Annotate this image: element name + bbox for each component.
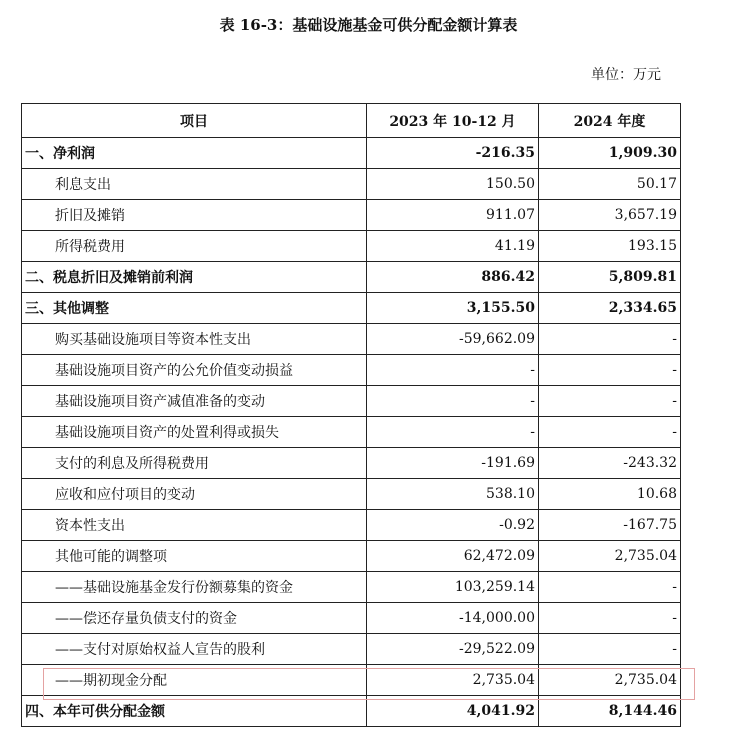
row-value-2024: 8,144.46	[539, 696, 681, 727]
distribution-calc-table	[21, 103, 681, 727]
table-row	[22, 293, 681, 324]
row-value-2024: 5,809.81	[539, 262, 681, 293]
row-label: ——支付对原始权益人宣告的股利	[22, 634, 367, 665]
table-header-row	[22, 104, 681, 138]
row-value-2024: -	[539, 324, 681, 355]
row-value-2024: -	[539, 572, 681, 603]
row-value-2024: 2,334.65	[539, 293, 681, 324]
table-row	[22, 417, 681, 448]
row-value-2023: 41.19	[367, 231, 539, 262]
row-value-2023: 911.07	[367, 200, 539, 231]
row-value-2024: 1,909.30	[539, 138, 681, 169]
table-row	[22, 665, 681, 696]
row-value-2024: 50.17	[539, 169, 681, 200]
row-value-2023: 886.42	[367, 262, 539, 293]
row-value-2024: -167.75	[539, 510, 681, 541]
row-value-2023: 3,155.50	[367, 293, 539, 324]
table-row	[22, 603, 681, 634]
row-value-2023: 62,472.09	[367, 541, 539, 572]
row-label: ——偿还存量负债支付的资金	[22, 603, 367, 634]
row-value-2023: 2,735.04	[367, 665, 539, 696]
row-label: 购买基础设施项目等资本性支出	[22, 324, 367, 355]
row-value-2024: -	[539, 355, 681, 386]
row-value-2024: -	[539, 603, 681, 634]
row-value-2023: -59,662.09	[367, 324, 539, 355]
row-label: 利息支出	[22, 169, 367, 200]
row-label: 其他可能的调整项	[22, 541, 367, 572]
row-value-2023: 4,041.92	[367, 696, 539, 727]
row-label: 三、其他调整	[22, 293, 367, 324]
row-label: ——期初现金分配	[22, 665, 367, 696]
row-label: 二、税息折旧及摊销前利润	[22, 262, 367, 293]
row-label: 基础设施项目资产减值准备的变动	[22, 386, 367, 417]
row-label: ——基础设施基金发行份额募集的资金	[22, 572, 367, 603]
row-value-2024: -243.32	[539, 448, 681, 479]
row-value-2023: -191.69	[367, 448, 539, 479]
table-row	[22, 200, 681, 231]
row-label: 基础设施项目资产的公允价值变动损益	[22, 355, 367, 386]
row-value-2023: 150.50	[367, 169, 539, 200]
table-row	[22, 510, 681, 541]
row-value-2024: 2,735.04	[539, 665, 681, 696]
table-row	[22, 138, 681, 169]
row-label: 四、本年可供分配金额	[22, 696, 367, 727]
row-value-2023: -	[367, 355, 539, 386]
row-label: 支付的利息及所得税费用	[22, 448, 367, 479]
table-row	[22, 262, 681, 293]
row-value-2024: -	[539, 417, 681, 448]
row-value-2023: -0.92	[367, 510, 539, 541]
table-row	[22, 386, 681, 417]
row-value-2024: -	[539, 634, 681, 665]
row-label: 基础设施项目资产的处置利得或损失	[22, 417, 367, 448]
table-body	[22, 138, 681, 727]
table-row	[22, 448, 681, 479]
row-value-2024: 10.68	[539, 479, 681, 510]
row-value-2024: 193.15	[539, 231, 681, 262]
row-value-2023: -216.35	[367, 138, 539, 169]
table-row	[22, 355, 681, 386]
row-value-2023: -	[367, 417, 539, 448]
row-value-2024: 2,735.04	[539, 541, 681, 572]
header-period-2023: 2023 年 10-12 月	[367, 104, 539, 138]
row-label: 应收和应付项目的变动	[22, 479, 367, 510]
row-label: 一、净利润	[22, 138, 367, 169]
row-label: 所得税费用	[22, 231, 367, 262]
table-row	[22, 696, 681, 727]
unit-label: 单位：万元	[591, 67, 661, 83]
row-value-2023: 538.10	[367, 479, 539, 510]
row-label: 资本性支出	[22, 510, 367, 541]
row-value-2023: -14,000.00	[367, 603, 539, 634]
header-period-2024: 2024 年度	[539, 104, 681, 138]
table-row	[22, 231, 681, 262]
row-value-2024: 3,657.19	[539, 200, 681, 231]
row-value-2024: -	[539, 386, 681, 417]
table-row	[22, 572, 681, 603]
table-row	[22, 541, 681, 572]
row-value-2023: -29,522.09	[367, 634, 539, 665]
table-row	[22, 169, 681, 200]
row-value-2023: 103,259.14	[367, 572, 539, 603]
table-row	[22, 324, 681, 355]
table-row	[22, 479, 681, 510]
table-row	[22, 634, 681, 665]
header-item: 项目	[22, 104, 367, 138]
table-title: 表 16-3：基础设施基金可供分配金额计算表	[219, 16, 518, 34]
row-label: 折旧及摊销	[22, 200, 367, 231]
row-value-2023: -	[367, 386, 539, 417]
